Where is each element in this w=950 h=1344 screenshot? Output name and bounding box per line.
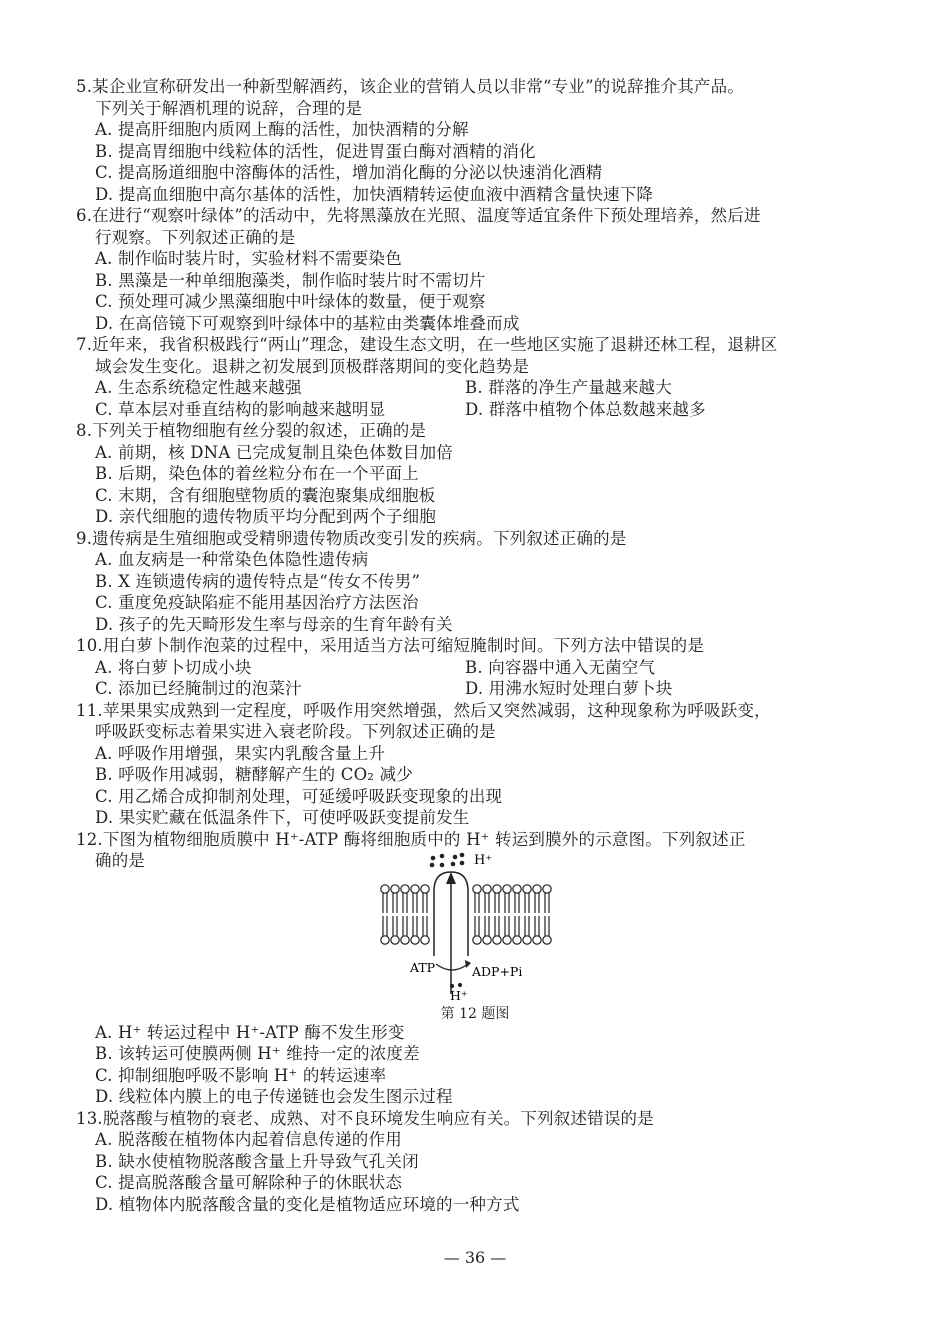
q10-option-a: A. 将白萝卜切成小块 [95, 658, 252, 677]
q9-option-d: D. 孩子的先天畸形发生率与母亲的生育年龄有关 [95, 615, 453, 634]
q5-option-d: D. 提高血细胞中高尔基体的活性，加快酒精转运使血液中酒精含量快速下降 [95, 185, 654, 204]
q8-option-a: A. 前期，核 DNA 已完成复制且染色体数目加倍 [95, 443, 453, 462]
page-number: — 36 — [443, 1248, 507, 1267]
q10-option-d: D. 用沸水短时处理白萝卜块 [465, 679, 673, 698]
q12-option-a: A. H⁺ 转运过程中 H⁺-ATP 酶不发生形变 [95, 1023, 405, 1042]
q12-stem-line2: 确的是 [95, 851, 146, 870]
q5-option-a: A. 提高肝细胞内质网上酶的活性，加快酒精的分解 [95, 120, 469, 139]
q11-option-b: B. 呼吸作用减弱，糖酵解产生的 CO₂ 减少 [95, 765, 413, 784]
q6-option-c: C. 预处理可减少黑藻细胞中叶绿体的数量，便于观察 [95, 292, 486, 311]
q11-stem-line1: 11.苹果果实成熟到一定程度，呼吸作用突然增强，然后又突然减弱，这种现象称为呼吸跃变， [76, 701, 771, 720]
q9-option-b: B. X 连锁遗传病的遗传特点是“传女不传男” [95, 572, 421, 591]
q11-option-a: A. 呼吸作用增强，果实内乳酸含量上升 [95, 744, 386, 763]
figure-caption: 第 12 题图 [440, 1006, 510, 1022]
q11-option-c: C. 用乙烯合成抑制剂处理，可延缓呼吸跃变现象的出现 [95, 787, 503, 806]
q7-option-b: B. 群落的净生产量越来越大 [465, 378, 672, 397]
h-ion-label-top: H⁺ [474, 853, 493, 868]
q5-option-c: C. 提高肠道细胞中溶酶体的活性，增加消化酶的分泌以快速消化酒精 [95, 163, 603, 182]
q8-option-d: D. 亲代细胞的遗传物质平均分配到两个子细胞 [95, 507, 437, 526]
q13-option-c: C. 提高脱落酸含量可解除种子的休眠状态 [95, 1173, 403, 1192]
q11-stem-line2: 呼吸跃变标志着果实进入衰老阶段。下列叙述正确的是 [95, 722, 496, 741]
q6-option-d: D. 在高倍镜下可观察到叶绿体中的基粒由类囊体堆叠而成 [95, 314, 520, 333]
q8-option-c: C. 末期，含有细胞壁物质的囊泡聚集成细胞板 [95, 486, 436, 505]
q9-option-c: C. 重度免疫缺陷症不能用基因治疗方法医治 [95, 593, 419, 612]
atp-label: ATP [410, 960, 436, 975]
q11-option-d: D. 果实贮藏在低温条件下，可使呼吸跃变提前发生 [95, 808, 470, 827]
h-ion-label-bottom: H⁺ [450, 988, 468, 1001]
q13-option-d: D. 植物体内脱落酸含量的变化是植物适应环境的一种方式 [95, 1195, 520, 1214]
h-atpase-figure [370, 846, 570, 1001]
curved-arrow-head-icon [465, 960, 471, 968]
q7-option-d: D. 群落中植物个体总数越来越多 [465, 400, 706, 419]
q12-stem-line1: 12.下图为植物细胞质膜中 H⁺-ATP 酶将细胞质中的 H⁺ 转运到膜外的示意图。下列叙述正 [76, 830, 746, 849]
q6-stem-line1: 6.在进行“观察叶绿体”的活动中，先将黑藻放在光照、温度等适宜条件下预处理培养，然后进 [76, 206, 761, 225]
q13-stem: 13.脱落酸与植物的衰老、成熟、对不良环境发生响应有关。下列叙述错误的是 [76, 1109, 654, 1128]
q12-option-b: B. 该转运可使膜两侧 H⁺ 维持一定的浓度差 [95, 1044, 420, 1063]
q13-option-a: A. 脱落酸在植物体内起着信息传递的作用 [95, 1130, 402, 1149]
q9-stem: 9.遗传病是生殖细胞或受精卵遗传物质改变引发的疾病。下列叙述正确的是 [76, 529, 627, 548]
atp-hydrolysis-arrow [436, 964, 468, 970]
h-ion-dots-top [430, 853, 465, 868]
q6-stem-line2: 行观察。下列叙述正确的是 [95, 228, 296, 247]
q5-stem-line2: 下列关于解酒机理的说辞，合理的是 [95, 99, 363, 118]
q10-stem: 10.用白萝卜制作泡菜的过程中，采用适当方法可缩短腌制时间。下列方法中错误的是 [76, 636, 705, 655]
q12-option-d: D. 线粒体内膜上的电子传递链也会发生图示过程 [95, 1087, 453, 1106]
q7-stem-line2: 域会发生变化。退耕之初发展到顶极群落期间的变化趋势是 [95, 357, 530, 376]
q7-option-a: A. 生态系统稳定性越来越强 [95, 378, 302, 397]
q12-option-c: C. 抑制细胞呼吸不影响 H⁺ 的转运速率 [95, 1066, 387, 1085]
adp-pi-label: ADP+Pi [472, 964, 523, 979]
q10-option-b: B. 向容器中通入无菌空气 [465, 658, 656, 677]
q6-option-a: A. 制作临时装片时，实验材料不需要染色 [95, 249, 402, 268]
q5-stem-line1: 5.某企业宣称研发出一种新型解酒药，该企业的营销人员以非常“专业”的说辞推介其产品。 [76, 77, 745, 96]
q8-option-b: B. 后期，染色体的着丝粒分布在一个平面上 [95, 464, 419, 483]
q5-option-b: B. 提高胃细胞中线粒体的活性，促进胃蛋白酶对酒精的消化 [95, 142, 536, 161]
q7-option-c: C. 草本层对垂直结构的影响越来越明显 [95, 400, 386, 419]
q13-option-b: B. 缺水使植物脱落酸含量上升导致气孔关闭 [95, 1152, 419, 1171]
q6-option-b: B. 黑藻是一种单细胞藻类，制作临时装片时不需切片 [95, 271, 486, 290]
q9-option-a: A. 血友病是一种常染色体隐性遗传病 [95, 550, 369, 569]
q8-stem: 8.下列关于植物细胞有丝分裂的叙述，正确的是 [76, 421, 427, 440]
q7-stem-line1: 7.近年来，我省积极践行“两山”理念，建设生态文明，在一些地区实施了退耕还林工程，退耕区 [76, 335, 778, 354]
q10-option-c: C. 添加已经腌制过的泡菜汁 [95, 679, 302, 698]
